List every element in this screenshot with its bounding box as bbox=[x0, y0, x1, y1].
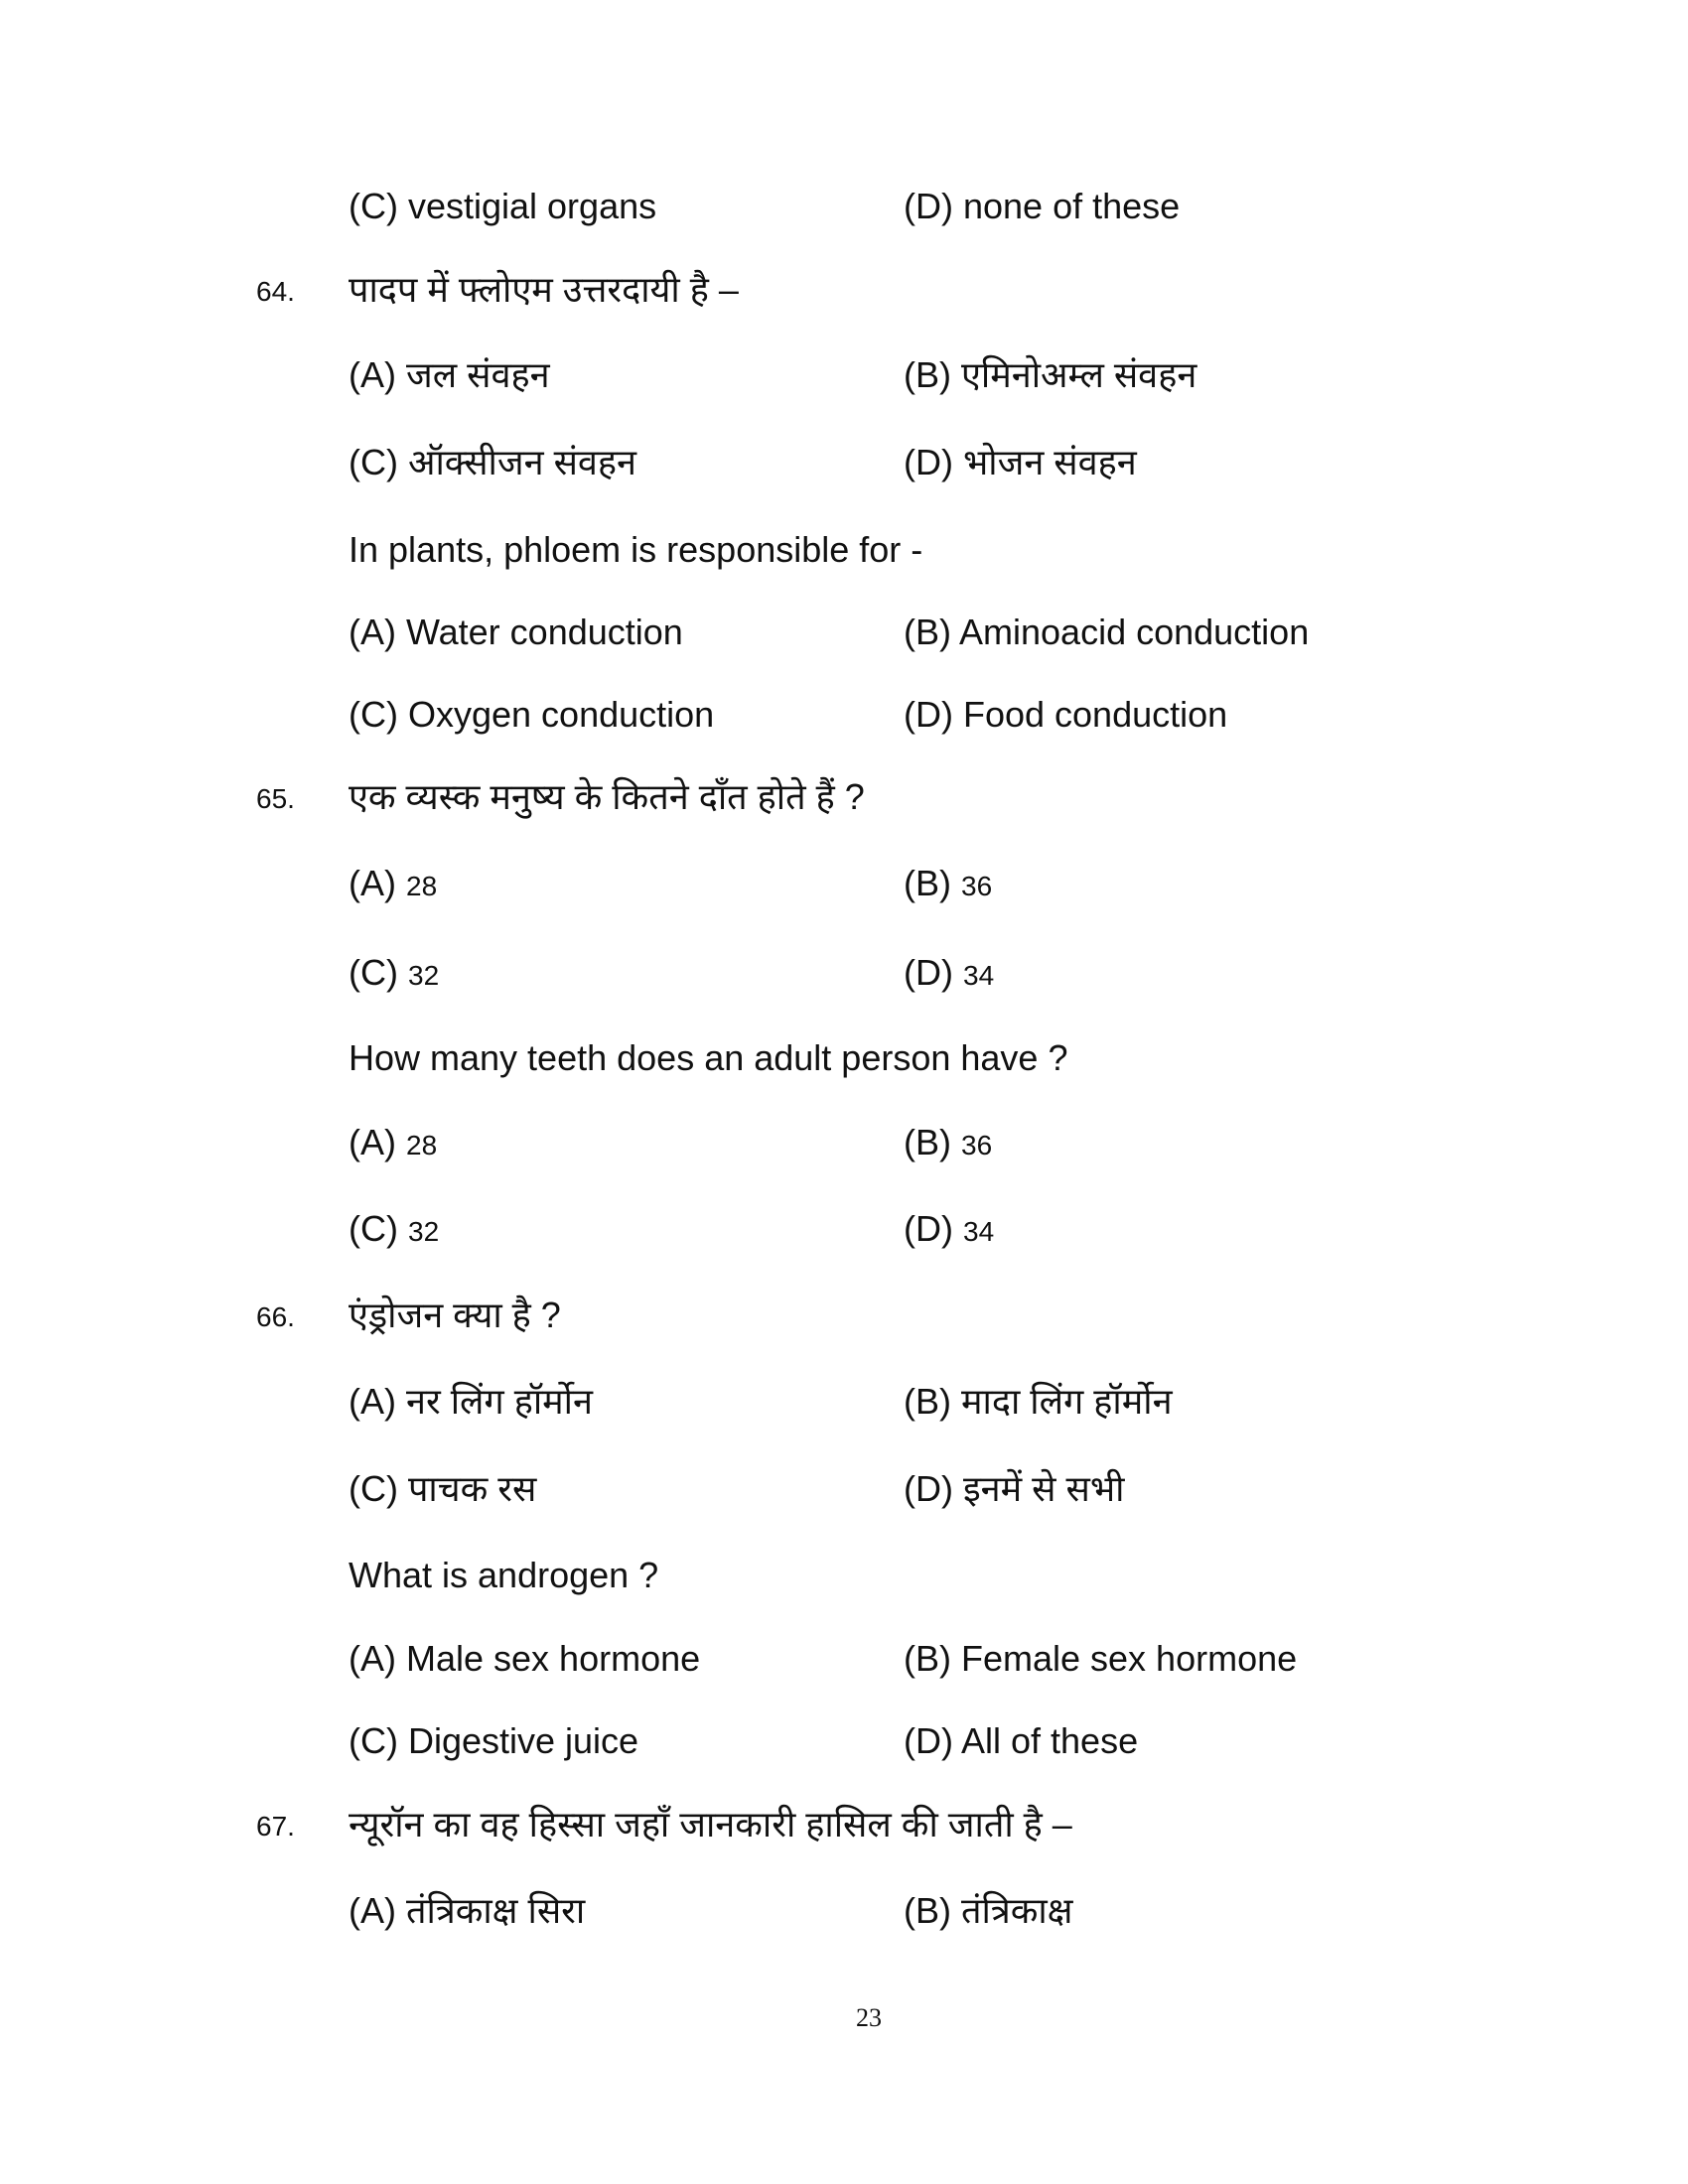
option-label: (B) bbox=[904, 863, 951, 903]
option-label: (C) bbox=[349, 1208, 398, 1249]
q65-english-option-a bbox=[349, 1122, 438, 1162]
q65-english-option-d bbox=[904, 1208, 995, 1249]
question-number-64: 64. bbox=[256, 276, 295, 307]
option-label: (C) bbox=[349, 952, 398, 993]
q65-hindi-option-c bbox=[349, 952, 440, 993]
q65-hindi-stem: एक व्यस्क मनुष्य के कितने दाँत होते हैं ? bbox=[349, 776, 865, 817]
q66-english-option-b: (B) Female sex hormone bbox=[904, 1638, 1298, 1679]
q64-hindi-option-c: (C) ऑक्सीजन संवहन bbox=[349, 442, 637, 482]
q65-english-option-b bbox=[904, 1122, 993, 1162]
q66-hindi-option-b: (B) मादा लिंग हॉर्मोन bbox=[904, 1381, 1173, 1422]
option-label: (B) bbox=[904, 1122, 951, 1162]
q66-hindi-option-a: (A) नर लिंग हॉर्मोन bbox=[349, 1381, 593, 1422]
option-label: (A) bbox=[349, 1122, 396, 1162]
q64-english-option-c: (C) Oxygen conduction bbox=[349, 694, 715, 735]
option-value: 34 bbox=[963, 1216, 995, 1247]
option-value: 36 bbox=[961, 871, 993, 901]
q65-english-option-c bbox=[349, 1208, 440, 1249]
q67-hindi-option-b: (B) तंत्रिकाक्ष bbox=[904, 1890, 1073, 1931]
q64-english-option-b: (B) Aminoacid conduction bbox=[904, 612, 1310, 652]
q67-hindi-stem: न्यूरॉन का वह हिस्सा जहाँ जानकारी हासिल की जाती है – bbox=[349, 1804, 1072, 1844]
q66-english-option-d: (D) All of these bbox=[904, 1720, 1139, 1761]
q63-option-d: (D) none of these bbox=[904, 186, 1181, 226]
q64-hindi-option-b: (B) एमिनोअम्ल संवहन bbox=[904, 354, 1197, 395]
q64-hindi-stem: पादप में फ्लोएम उत्तरदायी है – bbox=[349, 269, 739, 310]
option-label: (D) bbox=[904, 952, 953, 993]
q66-hindi-option-c: (C) पाचक रस bbox=[349, 1468, 537, 1509]
option-value: 28 bbox=[406, 871, 438, 901]
option-label: (A) bbox=[349, 863, 396, 903]
q66-english-stem: What is androgen ? bbox=[349, 1555, 659, 1595]
option-label: (D) bbox=[904, 1208, 953, 1249]
q65-english-stem: How many teeth does an adult person have ? bbox=[349, 1037, 1068, 1078]
q67-hindi-option-a: (A) तंत्रिकाक्ष सिरा bbox=[349, 1890, 586, 1931]
q63-option-c: (C) vestigial organs bbox=[349, 186, 657, 226]
q65-hindi-option-b bbox=[904, 863, 993, 903]
q64-english-option-d: (D) Food conduction bbox=[904, 694, 1228, 735]
q66-english-option-c: (C) Digestive juice bbox=[349, 1720, 639, 1761]
q66-hindi-stem: एंड्रोजन क्या है ? bbox=[349, 1295, 561, 1335]
q64-hindi-option-a: (A) जल संवहन bbox=[349, 354, 550, 395]
q64-hindi-option-d: (D) भोजन संवहन bbox=[904, 442, 1137, 482]
q64-english-option-a: (A) Water conduction bbox=[349, 612, 683, 652]
q65-hindi-option-d bbox=[904, 952, 995, 993]
q66-hindi-option-d: (D) इनमें से सभी bbox=[904, 1468, 1125, 1509]
question-number-67: 67. bbox=[256, 1811, 295, 1842]
page-number: 23 bbox=[856, 2003, 882, 2032]
question-number-65: 65. bbox=[256, 783, 295, 814]
option-value: 32 bbox=[408, 1216, 440, 1247]
question-number-66: 66. bbox=[256, 1301, 295, 1332]
q65-hindi-option-a bbox=[349, 863, 438, 903]
option-value: 36 bbox=[961, 1130, 993, 1160]
option-value: 28 bbox=[406, 1130, 438, 1160]
q66-english-option-a: (A) Male sex hormone bbox=[349, 1638, 701, 1679]
q64-english-stem: In plants, phloem is responsible for - bbox=[349, 529, 923, 570]
option-value: 34 bbox=[963, 960, 995, 991]
option-value: 32 bbox=[408, 960, 440, 991]
